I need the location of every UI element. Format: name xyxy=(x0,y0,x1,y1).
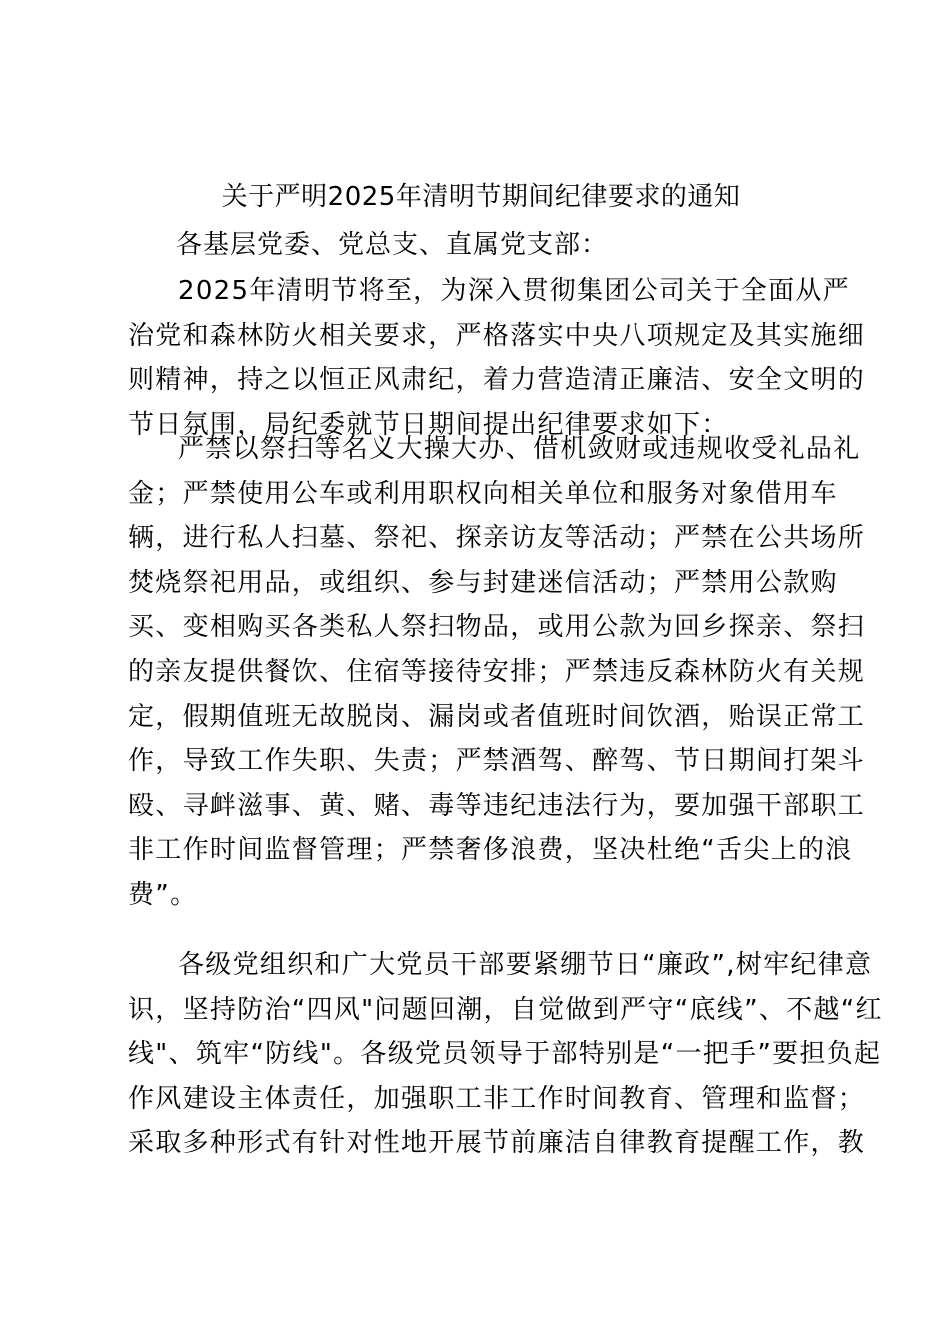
paragraph-responsibilities xyxy=(128,943,883,1166)
paragraph-line: 买、变相购买各类私人祭扫物品，或用公款为回乡探亲、祭扫 xyxy=(128,612,866,643)
paragraph-line: 殴、寻衅滋事、黄、赌、毒等违纪违法行为，要加强干部职工 xyxy=(128,790,866,821)
paragraph-line: 非工作时间监督管理；严禁奢侈浪费，坚决杜绝“舌尖上的浪 xyxy=(128,835,853,866)
paragraph-line: 作，导致工作失职、失责；严禁酒驾、醉驾、节日期间打架斗 xyxy=(128,746,866,777)
document-title: 关于严明2025年清明节期间纪律要求的通知 xyxy=(221,182,741,212)
paragraph-line: 作风建设主体责任，加强职工非工作时间教育、管理和监督； xyxy=(128,1083,866,1114)
paragraph-line: 节日氛围，局纪委就节日期间提出纪律要求如下： xyxy=(128,409,729,440)
paragraph-line: 焚烧祭祀用品，或组织、参与封建迷信活动；严禁用公款购 xyxy=(128,567,838,598)
paragraph-line: 采取多种形式有针对性地开展节前廉洁自律教育提醒工作，教 xyxy=(128,1128,866,1159)
paragraph-line: 辆，进行私人扫墓、祭祀、探亲访友等活动；严禁在公共场所 xyxy=(128,523,866,554)
paragraph-line: 各级党组织和广大党员干部要紧绷节日“廉政”,树牢纪律意 xyxy=(178,950,873,980)
paragraph-line: 线"、筑牢“防线"。各级党员领导于部特别是“一把手”要担负起 xyxy=(128,1039,882,1070)
paragraph-line: 金；严禁使用公车或利用职权向相关单位和服务对象借用车 xyxy=(128,478,838,509)
paragraph-line: 治党和森林防火相关要求，严格落实中央八项规定及其实施细 xyxy=(128,320,866,351)
paragraph-line: 定，假期值班无故脱岗、漏岗或者值班时间饮酒，贻误正常工 xyxy=(128,701,866,732)
paragraph-line: 2025年清明节将至，为深入贯彻集团公司关于全面从严 xyxy=(178,276,850,306)
paragraph-line: 则精神，持之以恒正风肃纪，着力营造清正廉洁、安全文明的 xyxy=(128,365,866,396)
paragraph-line: 识，坚持防治“四风"问题回潮，自觉做到严守“底线”、不越“红 xyxy=(128,994,883,1025)
paragraph-intro xyxy=(128,269,866,447)
paragraph-line: 严禁以祭扫等名义大操大办、借机敛财或违规收受礼品礼 xyxy=(178,434,861,464)
paragraph-prohibitions xyxy=(128,427,866,918)
paragraph-line: 费”。 xyxy=(128,879,198,910)
salutation: 各基层党委、党总支、直属党支部： xyxy=(176,230,609,260)
paragraph-line: 的亲友提供餐饮、住宿等接待安排；严禁违反森林防火有关规 xyxy=(128,656,866,687)
